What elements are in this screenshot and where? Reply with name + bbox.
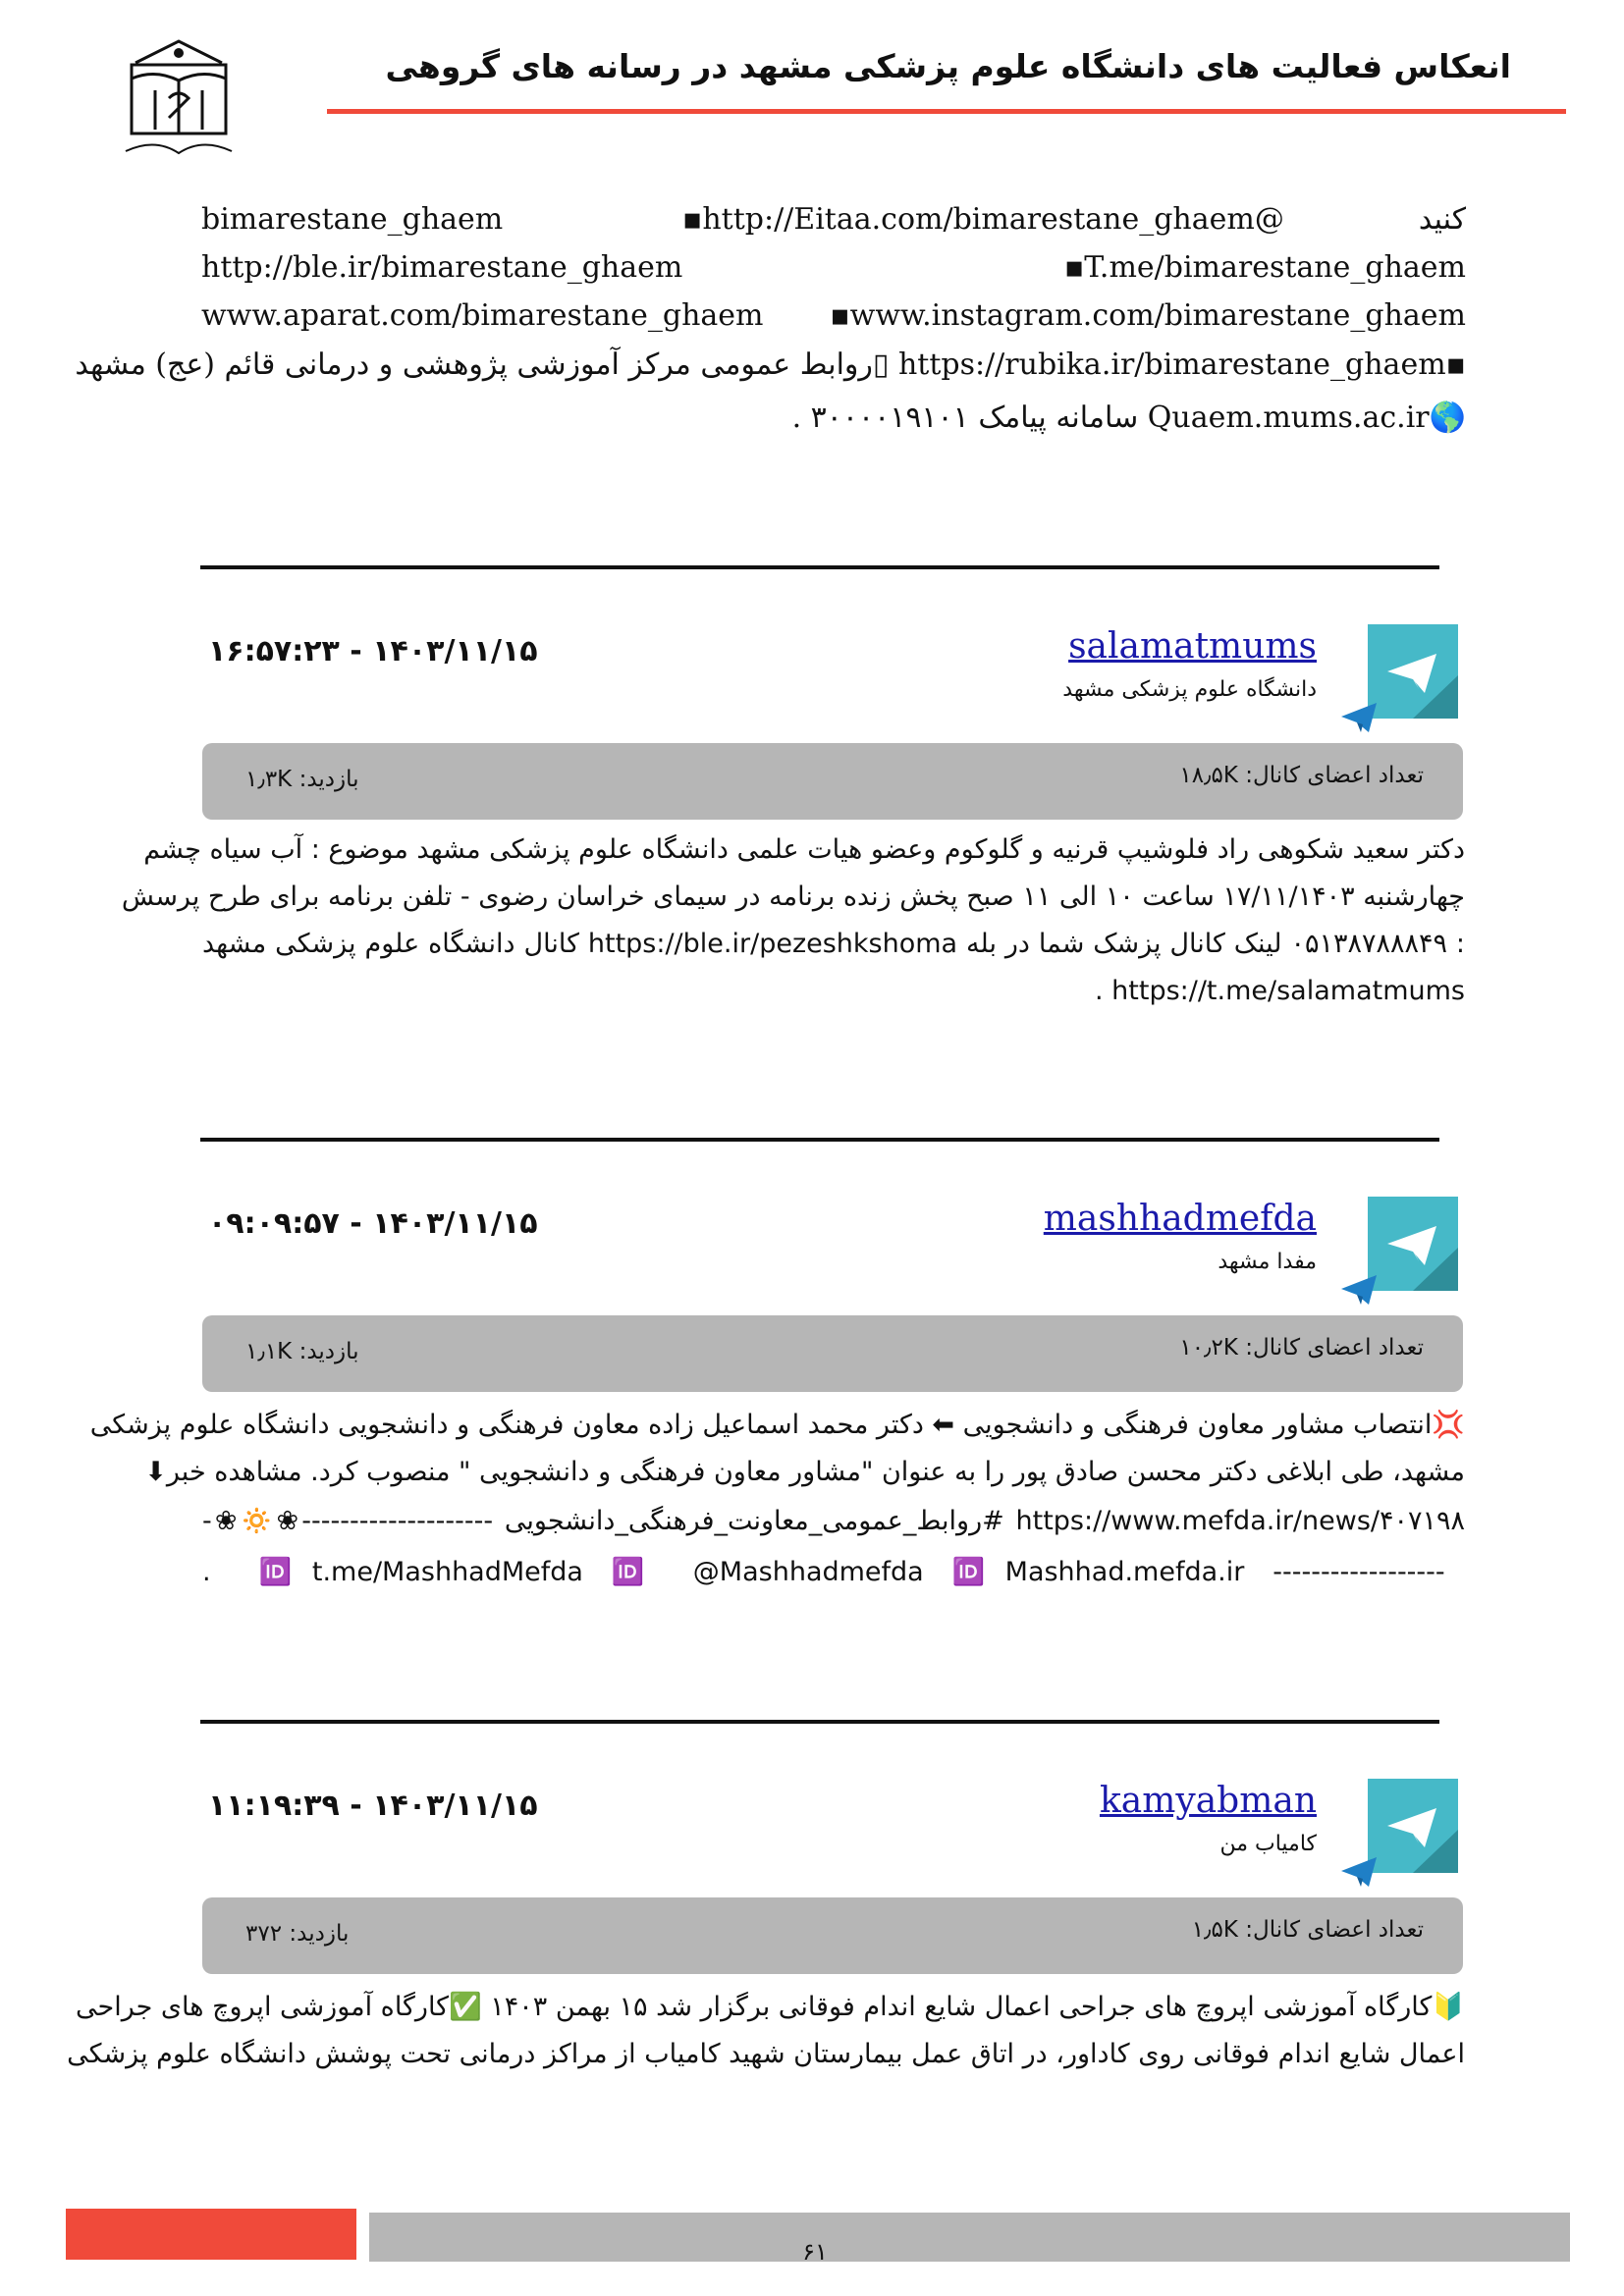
telegram-small-icon xyxy=(1339,1855,1379,1889)
intro-line xyxy=(201,248,1466,288)
telegram-small-icon xyxy=(1339,701,1379,734)
intro-link[interactable]: www.aparat.com/bimarestane_ghaem xyxy=(201,298,764,333)
channel-subtitle: دانشگاه علوم پزشکی مشهد xyxy=(1062,677,1317,702)
intro-line xyxy=(201,200,1466,240)
intro-text: کنید xyxy=(1418,202,1466,237)
post-text-line: : ۰۵۱۳۸۷۸۸۸۴۹ لینک کانال پزشک شما در بله https://ble.ir/pezeshkshoma کانال دانشگاه علوم پزشکی مشهد xyxy=(202,929,1466,959)
post-text-line: اعمال شایع اندام فوقانی روی کاداور، در اتاق عمل بیمارستان شهید کامیاب از مراکز درمانی تحت پوشش دانشگاه علوم پزشکی xyxy=(67,2039,1465,2069)
telegram-channel-icon xyxy=(1368,1779,1458,1873)
intro-line xyxy=(201,296,1466,336)
views-count: بازدید: ۱٫۳K xyxy=(245,767,359,792)
intro-text: bimarestane_ghaem xyxy=(201,202,504,237)
post-text-line: ------------------ 🆔t.me/MashhadMefda 🆔 @Mashhadmefda 🆔Mashhad.mefda.ir . xyxy=(202,1557,1445,1587)
stats-bar xyxy=(202,1897,1463,1974)
channel-subtitle: مفدا مشهد xyxy=(1218,1250,1317,1274)
page-number: ۶۱ xyxy=(802,2238,828,2266)
post-datetime: ۱۶:۵۷:۲۳ - ۱۴۰۳/۱۱/۱۵ xyxy=(208,634,538,668)
members-count: تعداد اعضای کانال: ۱۸٫۵K xyxy=(1179,763,1424,788)
intro-link[interactable]: ▪T.me/bimarestane_ghaem xyxy=(1063,250,1466,285)
views-count: بازدید: ۱٫۱K xyxy=(245,1339,359,1364)
channel-name-link[interactable]: salamatmums xyxy=(1068,626,1317,667)
views-count: بازدید: ۳۷۲ xyxy=(245,1921,350,1947)
footer-accent-bar xyxy=(66,2209,356,2260)
telegram-channel-icon xyxy=(1368,624,1458,719)
intro-line: 🌎Quaem.mums.ac.ir سامانه پیامک ۳۰۰۰۰۱۹۱۰۱ . xyxy=(791,400,1466,435)
channel-name-link[interactable]: kamyabman xyxy=(1099,1781,1317,1821)
channel-subtitle: کامیاب من xyxy=(1219,1832,1317,1856)
post-separator xyxy=(200,1720,1439,1724)
intro-link[interactable]: ▪www.instagram.com/bimarestane_ghaem xyxy=(830,298,1466,333)
intro-link[interactable]: http://ble.ir/bimarestane_ghaem xyxy=(201,250,683,285)
stats-bar xyxy=(202,1315,1463,1392)
post-text-line: 💢انتصاب مشاور معاون فرهنگی و دانشجویی ⬅ دکتر محمد اسماعیل زاده معاون فرهنگی و دانشجویی دانشگاه علوم پزشکی xyxy=(89,1410,1465,1440)
post-text-line: 🔰کارگاه آموزشی اپروچ های جراحی اعمال شایع اندام فوقانی برگزار شد ۱۵ بهمن ۱۴۰۳ ✅کارگاه آموزشی اپروچ های جراحی xyxy=(76,1992,1465,2022)
header-rule xyxy=(327,109,1566,114)
footer-bar xyxy=(369,2213,1570,2262)
post-text-line: مشهد، طی ابلاغی دکتر محسن صادق پور را به عنوان "مشاور معاون فرهنگی و دانشجویی " منصوب کرد. مشاهده خبر⬇ xyxy=(144,1457,1465,1487)
post-text-line: دکتر سعید شکوهی راد فلوشیپ قرنیه و گلوکوم وعضو هیات علمی دانشگاه علوم پزشکی مشهد موضوع : آب سیاه چشم xyxy=(143,834,1465,865)
post-text-line: چهارشنبه ۱۷/۱۱/۱۴۰۳ ساعت ۱۰ الی ۱۱ صبح پخش زنده برنامه در سیمای خراسان رضوی - تلفن برنامه برای طرح پرسش xyxy=(121,881,1465,912)
stats-bar xyxy=(202,743,1463,820)
post-text-line: https://www.mefda.ir/news/۴۰۷۱۹۸ #روابط_عمومی_معاونت_فرهنگی_دانشجویی --------------------❀🔅❀- xyxy=(202,1506,1465,1536)
post-text-line: https://t.me/salamatmums . xyxy=(1094,976,1465,1006)
post-datetime: ۱۱:۱۹:۳۹ - ۱۴۰۳/۱۱/۱۵ xyxy=(208,1789,538,1823)
page-title: انعکاس فعالیت های دانشگاه علوم پزشکی مشهد در رسانه های گروهی xyxy=(385,47,1511,85)
telegram-channel-icon xyxy=(1368,1197,1458,1291)
channel-name-link[interactable]: mashhadmefda xyxy=(1043,1199,1317,1239)
intro-link[interactable]: ▪http://Eitaa.com/bimarestane_ghaem@ xyxy=(682,202,1284,237)
post-separator xyxy=(200,565,1439,569)
intro-line: ▪https://rubika.ir/bimarestane_ghaem ▯روابط عمومی مرکز آموزشی پژوهشی و درمانی قائم (عج) مشهد xyxy=(75,347,1466,382)
members-count: تعداد اعضای کانال: ۱۰٫۲K xyxy=(1179,1335,1424,1361)
members-count: تعداد اعضای کانال: ۱٫۵K xyxy=(1191,1917,1424,1943)
post-datetime: ۰۹:۰۹:۵۷ - ۱۴۰۳/۱۱/۱۵ xyxy=(208,1206,538,1241)
university-logo xyxy=(116,35,242,167)
telegram-small-icon xyxy=(1339,1273,1379,1307)
post-separator xyxy=(200,1138,1439,1142)
